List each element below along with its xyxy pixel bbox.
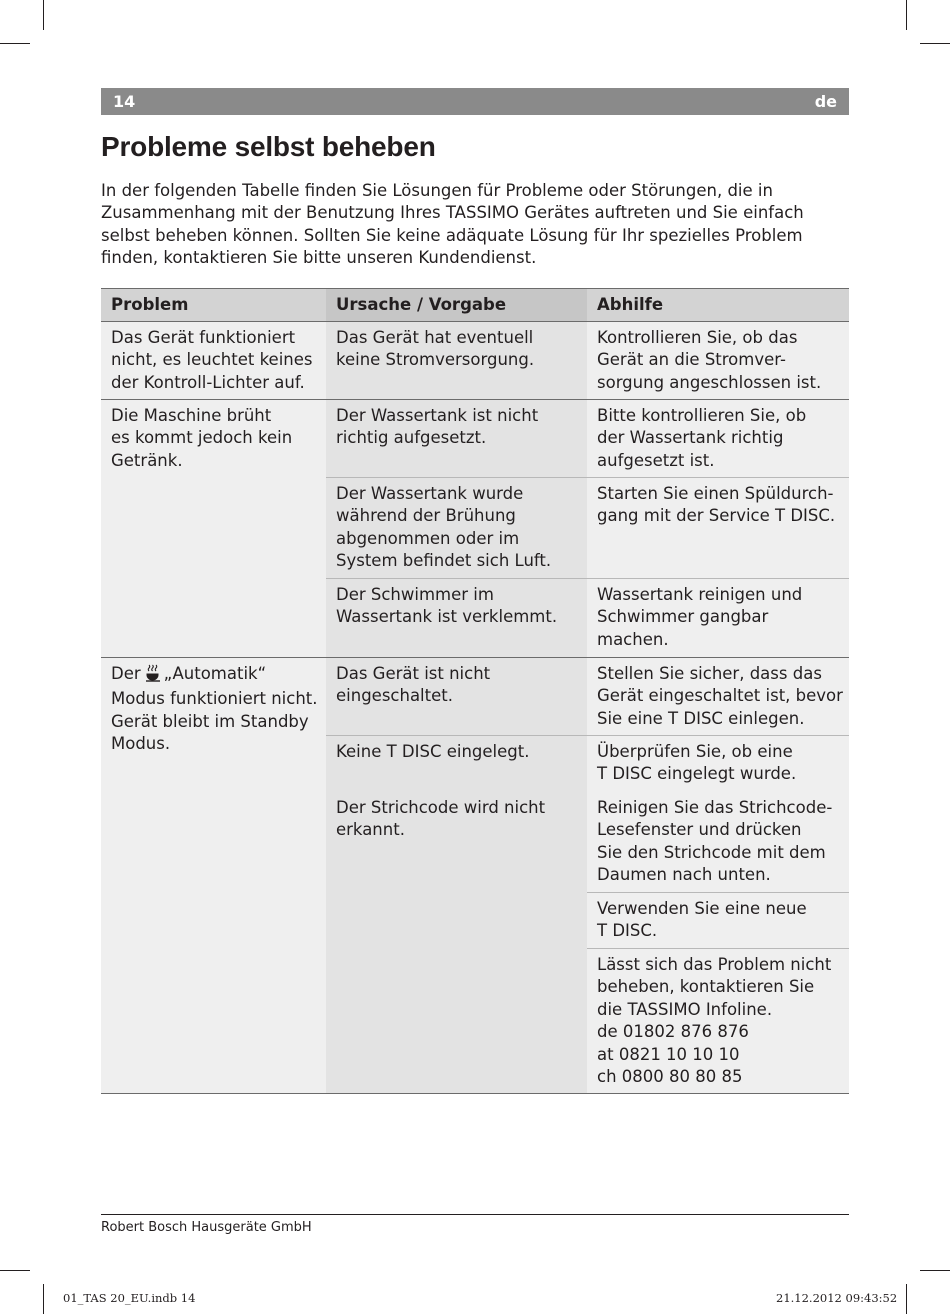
table-top-rule bbox=[101, 288, 849, 289]
slug-datetime: 21.12.2012 09:43:52 bbox=[776, 1291, 898, 1305]
column-header-remedy: Abhilfe bbox=[597, 295, 664, 314]
crop-mark bbox=[906, 1284, 907, 1314]
slug-file: 01_TAS 20_EU.indb 14 bbox=[63, 1291, 196, 1305]
remedy-cell-6: Überprüfen Sie, ob eine T DISC eingelegt wurde. bbox=[597, 742, 797, 784]
page-title: Probleme selbst beheben bbox=[101, 131, 436, 162]
cause-cell-4: Der Schwimmer im Wassertank ist verklemmt. bbox=[336, 585, 558, 627]
crop-mark bbox=[920, 43, 950, 44]
cause-cell-6: Keine T DISC eingelegt. bbox=[336, 742, 530, 761]
footer-company: Robert Bosch Hausgeräte GmbH bbox=[101, 1220, 312, 1235]
footer-rule bbox=[101, 1214, 849, 1215]
sub-row-rule bbox=[326, 477, 849, 478]
remedy-cell-2: Bitte kontrollieren Sie, ob der Wassertank richtig aufgesetzt ist. bbox=[597, 406, 807, 470]
header-rule bbox=[101, 321, 849, 322]
remedy-cell-8: Verwenden Sie eine neue T DISC. bbox=[597, 899, 807, 941]
cause-cell-7: Der Strichcode wird nicht erkannt. bbox=[336, 798, 546, 840]
problem-cell-1: Das Gerät funktioniert nicht, es leuchtet keines der Kontroll-Lichter auf. bbox=[111, 328, 313, 392]
remedy-cell-3: Starten Sie einen Spüldurch- gang mit der Service T DISC. bbox=[597, 484, 836, 526]
hot-cup-icon bbox=[145, 664, 161, 688]
crop-mark bbox=[43, 0, 44, 30]
problem-cell-3-prefix: Der bbox=[111, 664, 141, 683]
sub-row-rule bbox=[587, 892, 849, 893]
cause-cell-3: Der Wassertank wurde während der Brühung abgenommen oder im System befindet sich Luft. bbox=[336, 484, 552, 571]
page-header-bar bbox=[101, 88, 849, 115]
crop-mark bbox=[920, 1270, 950, 1271]
cause-cell-5: Das Gerät ist nicht eingeschaltet. bbox=[336, 664, 491, 706]
intro-paragraph: In der folgenden Tabelle finden Sie Lösungen für Probleme oder Störungen, die in Zusammenhang mit der Benutzung Ihres TASSIMO Gerätes auftreten und Sie einfach selbst beheben können. Sollten Sie keine adäquate Lösung für Ihr spezielles Problem finden, kontaktieren Sie bitte unseren Kundendienst. bbox=[101, 181, 804, 268]
remedy-cell-4: Wassertank reinigen und Schwimmer gangbar machen. bbox=[597, 585, 803, 649]
column-header-cause: Ursache / Vorgabe bbox=[336, 295, 507, 314]
sub-row-rule bbox=[326, 578, 849, 579]
sub-row-rule bbox=[587, 948, 849, 949]
remedy-cell-9: Lässt sich das Problem nicht beheben, kontaktieren Sie die TASSIMO Infoline. de 01802 876 876 at 0821 10 10 10 ch 0800 80 80 85 bbox=[597, 955, 832, 1087]
problem-cell-3 bbox=[111, 663, 321, 756]
remedy-cell-1: Kontrollieren Sie, ob das Gerät an die Stromver- sorgung angeschlossen ist. bbox=[597, 328, 822, 392]
problem-cell-3-suffix: „Automatik“ Modus funktioniert nicht. Gerät bleibt im Standby Modus. bbox=[111, 664, 318, 754]
crop-mark bbox=[0, 1270, 30, 1271]
language-code: de bbox=[814, 92, 837, 111]
cause-cell-2: Der Wassertank ist nicht richtig aufgesetzt. bbox=[336, 406, 539, 448]
table-bottom-rule bbox=[101, 1093, 849, 1094]
column-header-problem: Problem bbox=[111, 295, 189, 314]
remedy-cell-7: Reinigen Sie das Strichcode- Lesefenster und drücken Sie den Strichcode mit dem Daumen nach unten. bbox=[597, 798, 833, 885]
page-number: 14 bbox=[113, 92, 136, 111]
row-rule bbox=[101, 657, 849, 658]
problem-cell-2: Die Maschine brüht es kommt jedoch kein Getränk. bbox=[111, 406, 293, 470]
crop-mark bbox=[0, 43, 30, 44]
troubleshooting-table bbox=[101, 288, 849, 1094]
row-rule bbox=[101, 399, 849, 400]
remedy-cell-5: Stellen Sie sicher, dass das Gerät eingeschaltet ist, bevor Sie eine T DISC einlegen. bbox=[597, 664, 843, 728]
cause-cell-1: Das Gerät hat eventuell keine Stromversorgung. bbox=[336, 328, 535, 370]
sub-row-rule bbox=[326, 735, 849, 736]
crop-mark bbox=[43, 1284, 44, 1314]
crop-mark bbox=[906, 0, 907, 30]
